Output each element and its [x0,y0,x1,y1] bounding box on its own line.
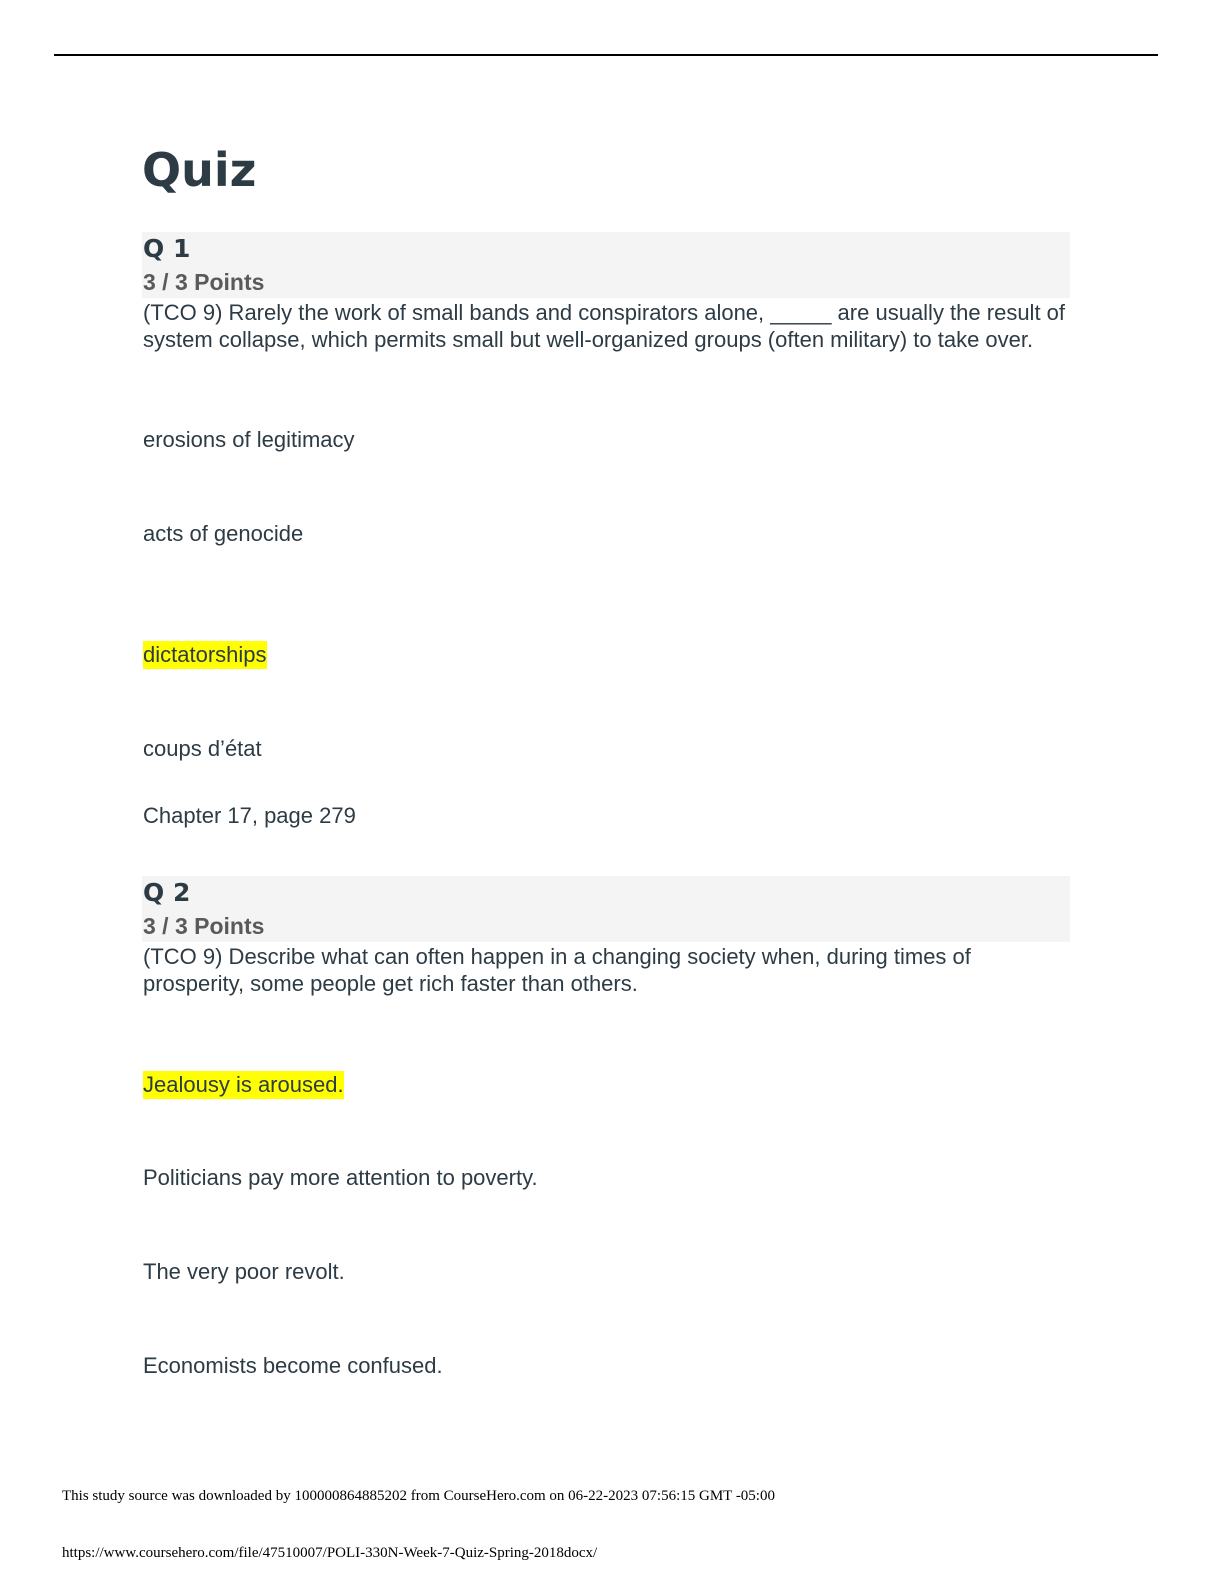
question-2-header [142,876,1070,942]
question-2-number: Q 2 [143,878,191,907]
page-title: Quiz [142,143,257,197]
question-2-answer-3[interactable]: The very poor revolt. [143,1259,345,1284]
question-1-answer-3-highlighted[interactable]: dictatorships [143,642,267,667]
question-1-answer-2[interactable]: acts of genocide [143,521,304,546]
footer-source-line: This study source was downloaded by 100000864885202 from CourseHero.com on 06-22-2023 07:56:15 GMT -05:00 [62,1488,775,1504]
question-2-points: 3 / 3 Points [143,913,265,939]
question-1-header [142,232,1070,298]
question-1-text: (TCO 9) Rarely the work of small bands and conspirators alone, _____ are usually the result of system collapse, which permits small but well-organized groups (often military) to take over. [143,300,1066,352]
question-2-answer-2[interactable]: Politicians pay more attention to poverty. [143,1165,538,1190]
question-1-number: Q 1 [143,234,191,263]
footer-url-link[interactable]: https://www.coursehero.com/file/47510007/POLI-330N-Week-7-Quiz-Spring-2018docx/ [62,1545,598,1561]
question-1-answer-4[interactable]: coups d’état [143,736,262,761]
question-1-answer-1[interactable]: erosions of legitimacy [143,427,355,452]
question-1-reference: Chapter 17, page 279 [143,803,356,828]
question-2-text: (TCO 9) Describe what can often happen in a changing society when, during times of prosperity, some people get rich faster than others. [143,944,971,996]
question-1-points: 3 / 3 Points [143,269,265,295]
top-rule [54,54,1158,56]
question-2-answer-4[interactable]: Economists become confused. [143,1353,443,1378]
question-2-answer-1-highlighted[interactable]: Jealousy is aroused. [143,1072,344,1097]
